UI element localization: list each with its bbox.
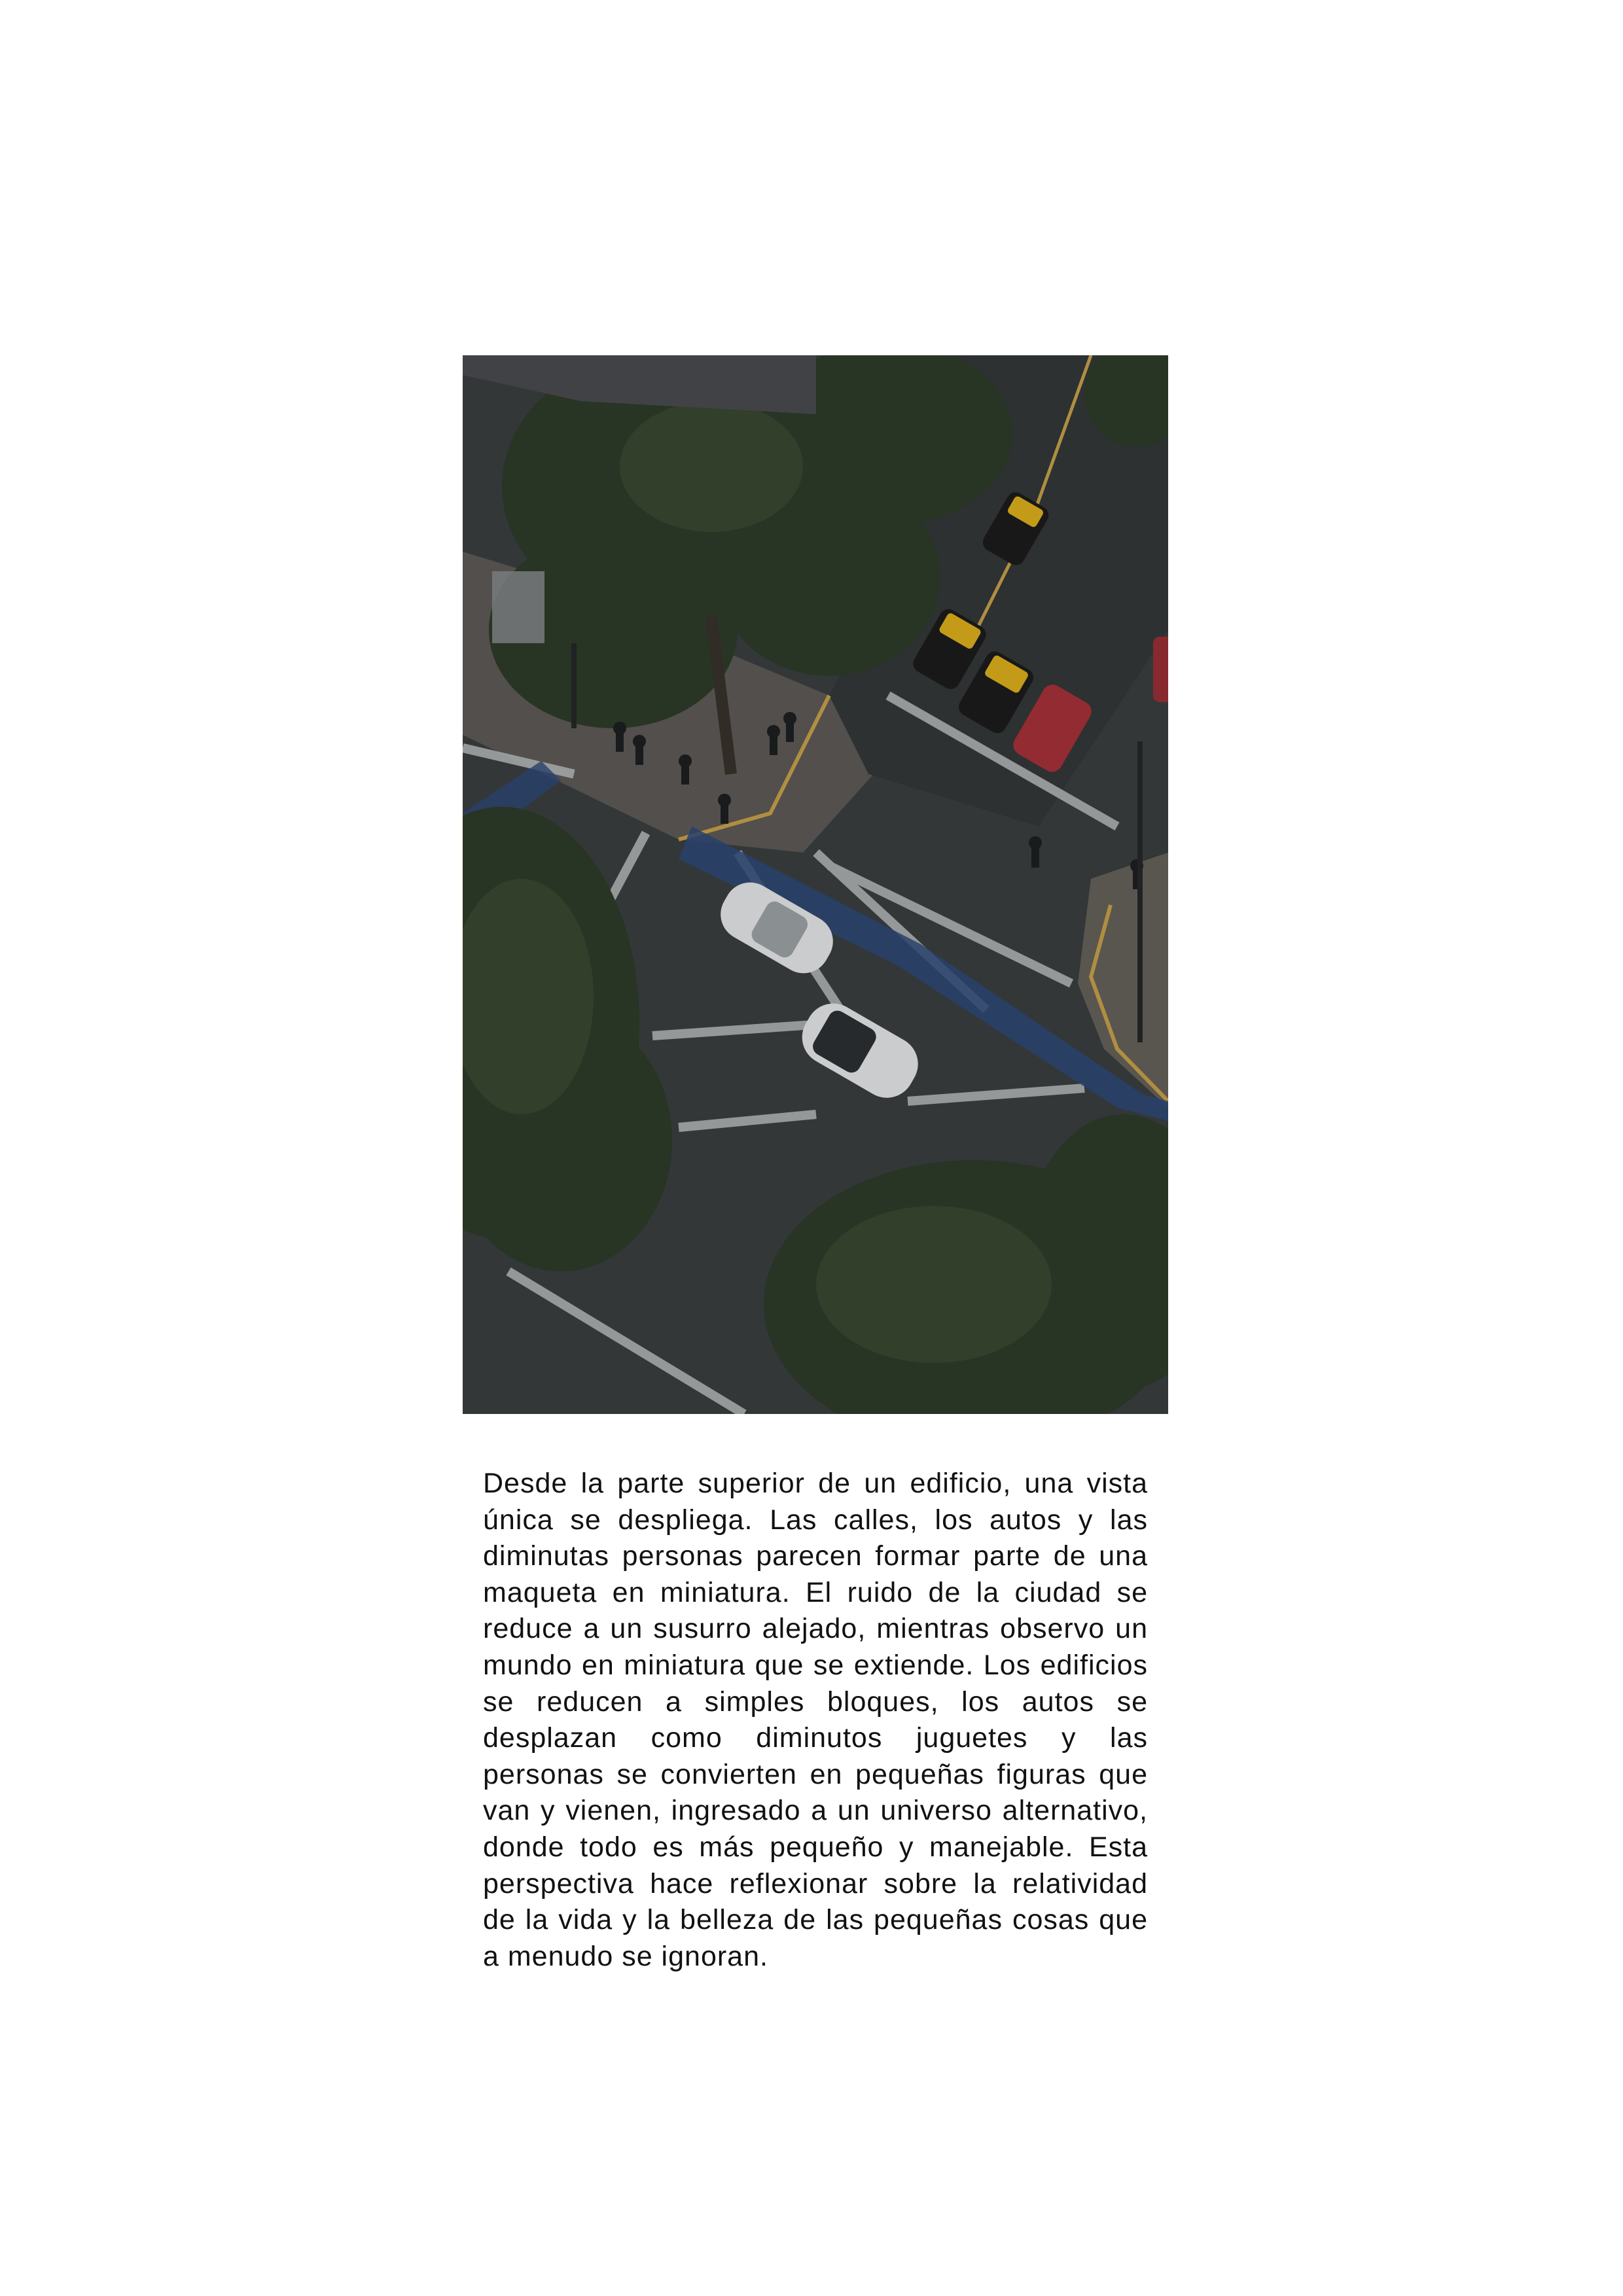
photo-illustration	[463, 355, 1168, 1414]
caption-text: Desde la parte superior de un edificio, una vista única se despliega. Las calles, los autos y las diminutas personas parecen formar parte de una maqueta en miniatura. El ruido de la ciudad se reduce a un susurro alejado, mientras observo un mundo en miniatura que se extiende. Los edificios se reducen a simples bloques, los autos se desplazan como diminutos juguetes y las personas se convierten en pequeñas figuras que van y vienen, ingresado a un universo alternativo, donde todo es más pequeño y manejable. Esta perspectiva hace reflexionar sobre la relatividad de la vida y la belleza de las pequeñas cosas que a menudo se ignoran.	[483, 1468, 1148, 1972]
aerial-intersection-photo	[463, 355, 1168, 1414]
